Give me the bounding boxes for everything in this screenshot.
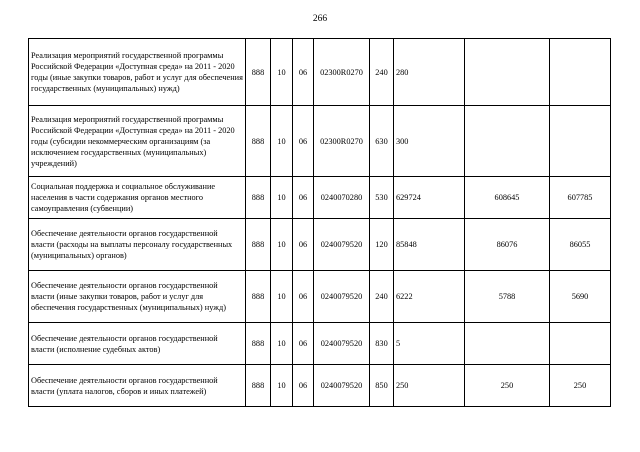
expense-name: Обеспечение деятельности органов государственной власти (иные закупки товаров, работ и услуг для обеспечения государственных (муниципальных) нужд): [29, 271, 246, 323]
ministry-code: 888: [246, 177, 271, 219]
ministry-code: 888: [246, 39, 271, 106]
amount-year-3: 607785: [550, 177, 611, 219]
ministry-code: 888: [246, 271, 271, 323]
amount-year-2: [465, 39, 550, 106]
amount-year-1: 85848: [394, 219, 465, 271]
ministry-code: 888: [246, 219, 271, 271]
amount-year-2: 86076: [465, 219, 550, 271]
section-code: 10: [271, 106, 293, 177]
ministry-code: 888: [246, 323, 271, 365]
amount-year-3: 250: [550, 365, 611, 407]
amount-year-1: 6222: [394, 271, 465, 323]
amount-year-1: 629724: [394, 177, 465, 219]
target-article-code: 0240079520: [314, 365, 370, 407]
table-row: [29, 106, 611, 177]
amount-year-3: [550, 323, 611, 365]
page-number: 266: [312, 14, 328, 24]
target-article-code: 0240070280: [314, 177, 370, 219]
amount-year-3: [550, 39, 611, 106]
table-row: [29, 39, 611, 106]
expense-type-code: 530: [370, 177, 394, 219]
expense-type-code: 240: [370, 39, 394, 106]
subsection-code: 06: [293, 106, 314, 177]
expense-name: Реализация мероприятий государственной программы Российской Федерации «Доступная среда» на 2011 - 2020 годы (субсидии некоммерческим организациям (за исключением государственных (муниципальных) учреждений): [29, 106, 246, 177]
amount-year-2: [465, 323, 550, 365]
section-code: 10: [271, 39, 293, 106]
amount-year-2: 5788: [465, 271, 550, 323]
expense-name: Реализация мероприятий государственной программы Российской Федерации «Доступная среда» на 2011 - 2020 годы (иные закупки товаров, работ и услуг для обеспечения государственных (муниципальных) нужд): [29, 39, 246, 106]
expense-type-code: 850: [370, 365, 394, 407]
amount-year-3: [550, 106, 611, 177]
table-row: [29, 323, 611, 365]
amount-year-1: 300: [394, 106, 465, 177]
subsection-code: 06: [293, 219, 314, 271]
expense-type-code: 240: [370, 271, 394, 323]
expense-name: Обеспечение деятельности органов государственной власти (уплата налогов, сборов и иных платежей): [29, 365, 246, 407]
amount-year-2: 608645: [465, 177, 550, 219]
subsection-code: 06: [293, 323, 314, 365]
ministry-code: 888: [246, 365, 271, 407]
subsection-code: 06: [293, 365, 314, 407]
target-article-code: 02300R0270: [314, 39, 370, 106]
section-code: 10: [271, 219, 293, 271]
section-code: 10: [271, 365, 293, 407]
subsection-code: 06: [293, 271, 314, 323]
expense-type-code: 630: [370, 106, 394, 177]
amount-year-2: 250: [465, 365, 550, 407]
expense-name: Социальная поддержка и социальное обслуживание населения в части содержания органов местного самоуправления (субвенции): [29, 177, 246, 219]
table-row: [29, 177, 611, 219]
ministry-code: 888: [246, 106, 271, 177]
expense-name: Обеспечение деятельности органов государственной власти (расходы на выплаты персоналу государственных (муниципальных) органов): [29, 219, 246, 271]
subsection-code: 06: [293, 39, 314, 106]
subsection-code: 06: [293, 177, 314, 219]
target-article-code: 0240079520: [314, 323, 370, 365]
budget-table: [28, 38, 611, 407]
table-row: [29, 365, 611, 407]
expense-type-code: 120: [370, 219, 394, 271]
table-row: [29, 219, 611, 271]
section-code: 10: [271, 323, 293, 365]
amount-year-3: 5690: [550, 271, 611, 323]
expense-type-code: 830: [370, 323, 394, 365]
target-article-code: 02300R0270: [314, 106, 370, 177]
amount-year-1: 250: [394, 365, 465, 407]
amount-year-1: 280: [394, 39, 465, 106]
section-code: 10: [271, 271, 293, 323]
table-row: [29, 271, 611, 323]
section-code: 10: [271, 177, 293, 219]
amount-year-3: 86055: [550, 219, 611, 271]
target-article-code: 0240079520: [314, 271, 370, 323]
amount-year-2: [465, 106, 550, 177]
amount-year-1: 5: [394, 323, 465, 365]
target-article-code: 0240079520: [314, 219, 370, 271]
expense-name: Обеспечение деятельности органов государственной власти (исполнение судебных актов): [29, 323, 246, 365]
